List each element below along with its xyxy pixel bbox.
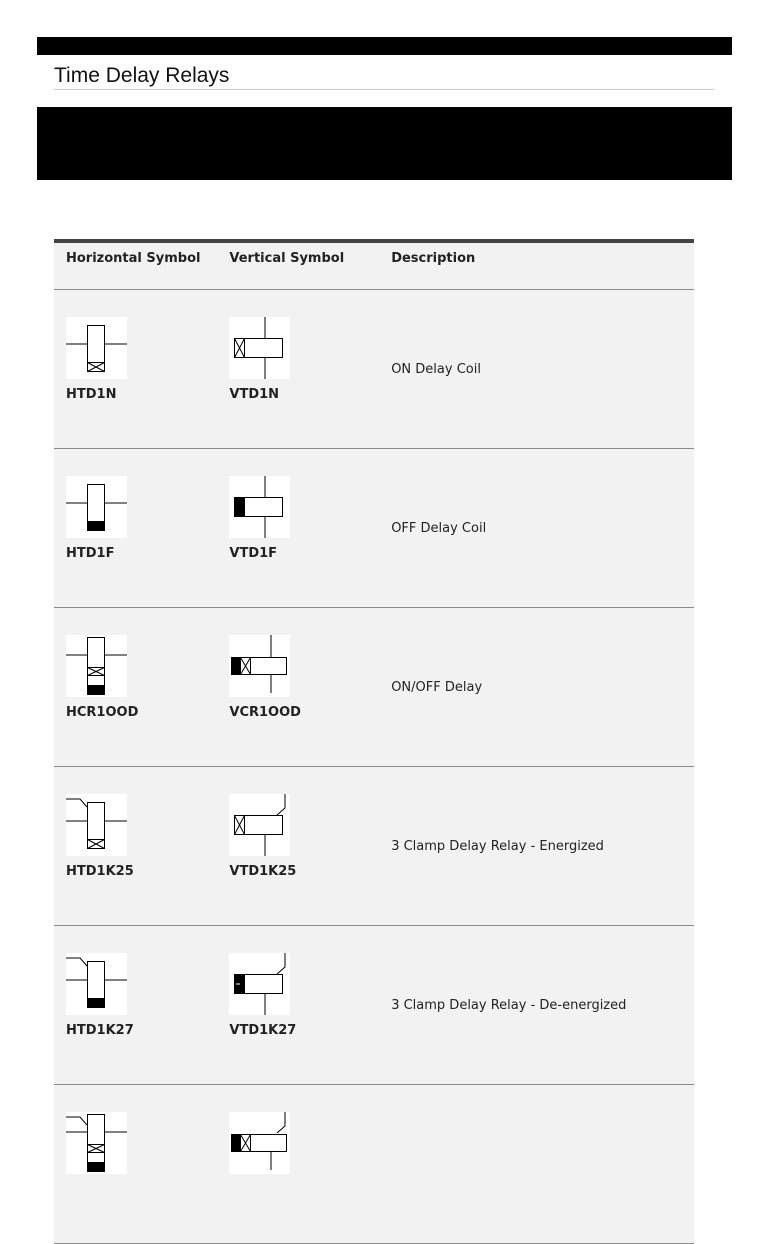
on-delay-coil-vertical-icon	[229, 317, 290, 379]
top-header-bar	[37, 37, 732, 55]
horizontal-symbol-cell	[54, 290, 217, 449]
clamp-relay-energized-horizontal-icon	[66, 794, 127, 856]
horizontal-symbol-code: HTD1K25	[66, 864, 134, 879]
description-cell: ON Delay Coil	[379, 290, 694, 449]
description-cell	[379, 1085, 694, 1244]
horizontal-symbol-cell	[54, 926, 217, 1085]
description-cell: OFF Delay Coil	[379, 449, 694, 608]
table-row	[54, 449, 694, 608]
clamp-relay-on-off-vertical-icon	[229, 1112, 290, 1174]
header-horizontal-symbol: Horizontal Symbol	[54, 241, 217, 290]
clamp-relay-deenergized-horizontal-icon	[66, 953, 127, 1015]
horizontal-symbol-code: HTD1F	[66, 546, 115, 561]
vertical-symbol-cell	[217, 767, 379, 926]
banner	[37, 107, 732, 180]
horizontal-symbol-code: HTD1N	[66, 387, 117, 402]
on-off-delay-vertical-icon	[229, 635, 290, 697]
vertical-symbol-code: VCR1OOD	[229, 705, 301, 720]
off-delay-coil-vertical-icon	[229, 476, 290, 538]
table-header-row	[54, 241, 694, 290]
vertical-symbol-code: VTD1N	[229, 387, 280, 402]
horizontal-symbol-cell	[54, 1085, 217, 1244]
table-row	[54, 608, 694, 767]
clamp-relay-deenergized-vertical-icon	[229, 953, 290, 1015]
description-cell: 3 Clamp Delay Relay - De-energized	[379, 926, 694, 1085]
vertical-symbol-cell	[217, 1085, 379, 1244]
table-row	[54, 926, 694, 1085]
relay-symbol-table	[54, 239, 694, 1244]
clamp-relay-energized-vertical-icon	[229, 794, 290, 856]
vertical-symbol-cell	[217, 608, 379, 767]
table-row	[54, 290, 694, 449]
table-row	[54, 1085, 694, 1244]
on-delay-coil-horizontal-icon	[66, 317, 127, 379]
on-off-delay-horizontal-icon	[66, 635, 127, 697]
vertical-symbol-cell	[217, 290, 379, 449]
horizontal-symbol-code: HTD1K27	[66, 1023, 134, 1038]
vertical-symbol-cell	[217, 926, 379, 1085]
description-cell: 3 Clamp Delay Relay - Energized	[379, 767, 694, 926]
vertical-symbol-cell	[217, 449, 379, 608]
off-delay-coil-horizontal-icon	[66, 476, 127, 538]
vertical-symbol-code: VTD1F	[229, 546, 278, 561]
vertical-symbol-code: VTD1K25	[229, 864, 297, 879]
horizontal-symbol-cell	[54, 767, 217, 926]
horizontal-symbol-cell	[54, 449, 217, 608]
horizontal-symbol-code: HCR1OOD	[66, 705, 139, 720]
horizontal-symbol-cell	[54, 608, 217, 767]
clamp-relay-on-off-horizontal-icon	[66, 1112, 127, 1174]
table-row	[54, 767, 694, 926]
page-title: Time Delay Relays	[54, 62, 714, 90]
description-cell: ON/OFF Delay	[379, 608, 694, 767]
header-vertical-symbol: Vertical Symbol	[217, 241, 379, 290]
header-description: Description	[379, 241, 694, 290]
vertical-symbol-code: VTD1K27	[229, 1023, 297, 1038]
